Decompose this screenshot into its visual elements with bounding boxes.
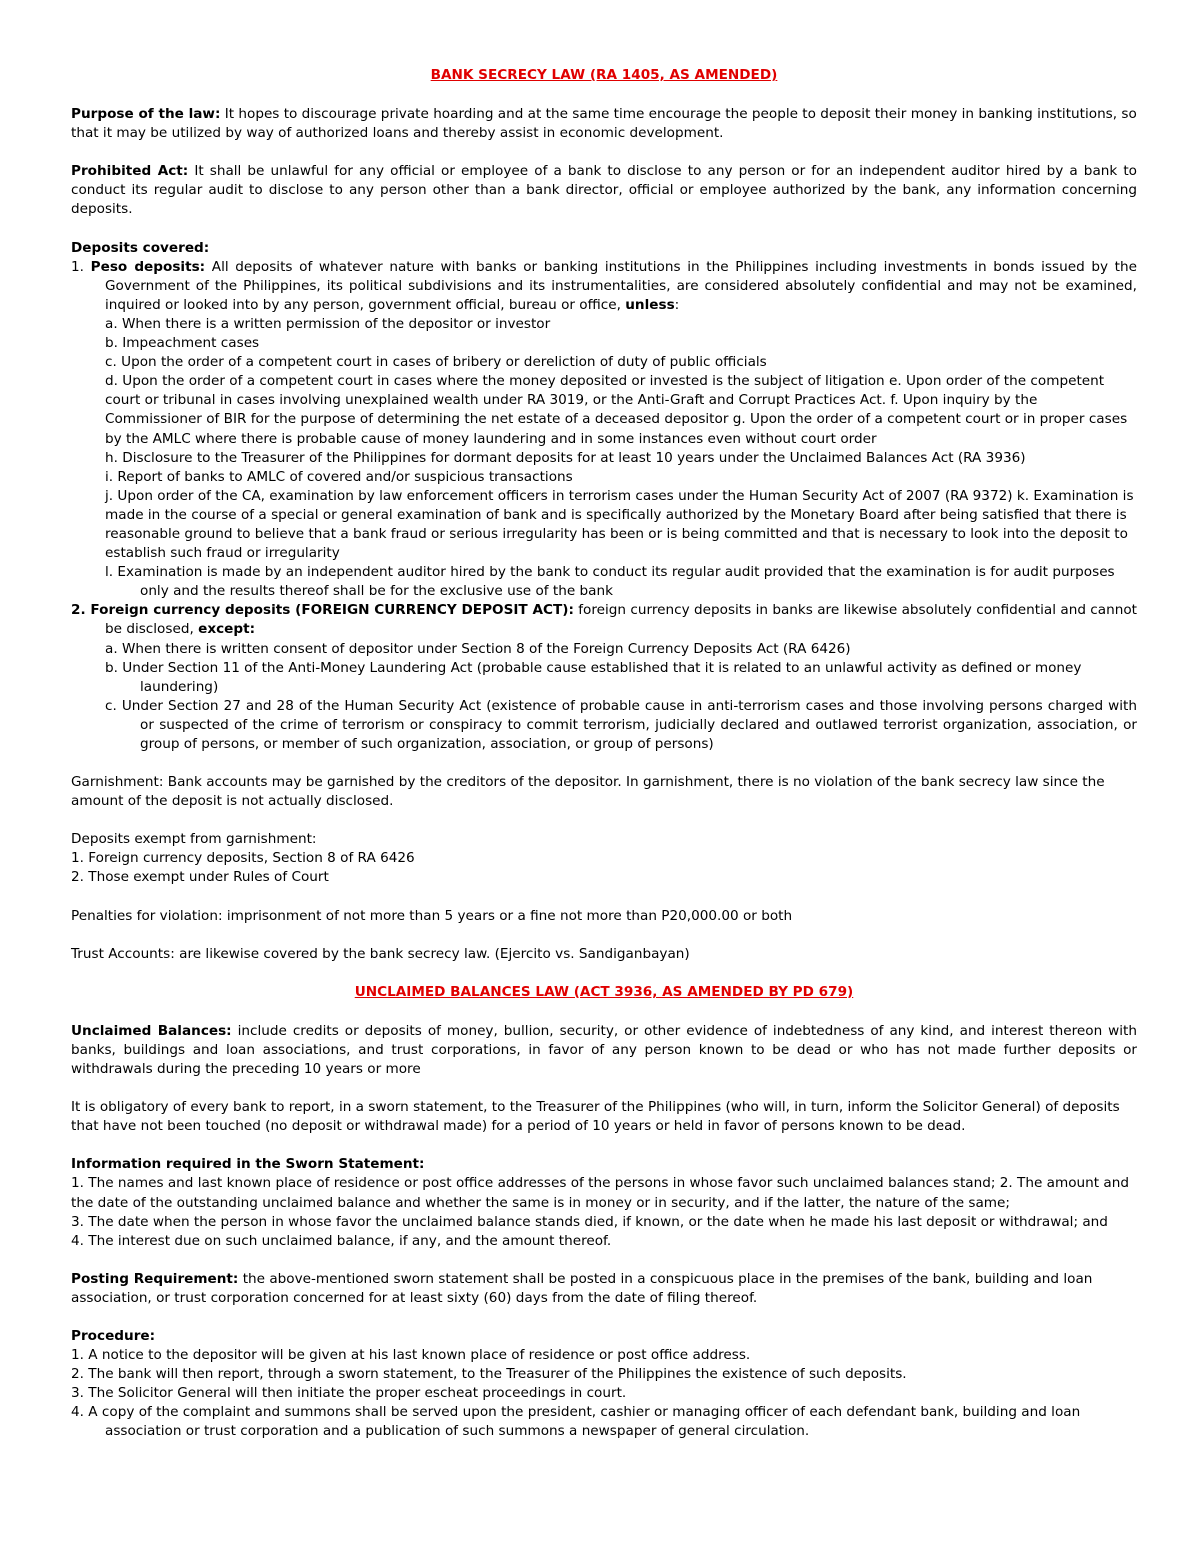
peso-exception-a: a. When there is a written permission of the depositor or investor — [105, 315, 551, 332]
sworn-item-4: 4. The interest due on such unclaimed balance, if any, and the amount thereof. — [71, 1232, 612, 1249]
peso-deposits-number: 1. — [71, 258, 91, 275]
obligatory-paragraph: It is obligatory of every bank to report, in a sworn statement, to the Treasurer of the Philippines (who will, in turn, inform the Solicitor General) of deposits that have not been touched (no deposit or withdrawal made) for a period of 10 years or held in favor of persons known to be dead. — [71, 1099, 1120, 1135]
exempt-item: 2. Those exempt under Rules of Court — [71, 869, 329, 886]
foreign-exception-a: a. When there is written consent of depositor under Section 8 of the Foreign Currency Deposits Act (RA 6426) — [105, 640, 851, 657]
sworn-heading — [71, 1155, 1137, 1174]
prohibited-label: Prohibited Act: — [71, 163, 189, 180]
posting-requirement-paragraph — [71, 1270, 1137, 1308]
sworn-item-3: 3. The date when the person in whose favor the unclaimed balance stands died, if known, or the date when he made his last deposit or withdrawal; and — [71, 1213, 1108, 1230]
deposits-covered-section — [71, 239, 1137, 755]
purpose-label: Purpose of the law: — [71, 106, 221, 123]
peso-deposits-label: Peso deposits: — [90, 258, 206, 275]
sworn-statement-section — [71, 1155, 1137, 1250]
title-unclaimed-balances-law: UNCLAIMED BALANCES LAW (ACT 3936, AS AMENDED BY PD 679) — [354, 983, 854, 1000]
exempt-item: 1. Foreign currency deposits, Section 8 of RA 6426 — [71, 850, 415, 867]
foreign-currency-deposits-item — [71, 601, 1137, 639]
unclaimed-text: include credits or deposits of money, bullion, security, or other evidence of indebtedness of any kind, and interest thereon with banks, buildings and loan associations, and trust corporations, in favor of any person known to be dead or who has not made further deposits or withdrawals during the preceding 10 years or more — [71, 1022, 1137, 1078]
unclaimed-label: Unclaimed Balances: — [71, 1022, 232, 1039]
foreign-exception-c: c. Under Section 27 and 28 of the Human Security Act (existence of probable cause in anti-terrorism cases and those involving persons charged with or suspected of the crime of terrorism or conspiracy to commit terrorism, judicially declared and outlawed terrorist organization, association, or group of persons, or member of such organization, association, or group of persons) — [105, 697, 1137, 752]
purpose-text: It hopes to discourage private hoarding and at the same time encourage the people to deposit their money in banking institutions, so that it may be utilized by way of authorized loans and thereby assist in economic development. — [71, 106, 1137, 142]
peso-exception-b: b. Impeachment cases — [105, 335, 260, 352]
sworn-item-1-2: 1. The names and last known place of residence or post office addresses of the persons in whose favor such unclaimed balances stand; 2. The amount and the date of the outstanding unclaimed balance and whether the same is in money or in security, and if the latter, the nature of the same; — [71, 1175, 1130, 1211]
posting-label: Posting Requirement: — [71, 1270, 239, 1287]
prohibited-act-paragraph — [71, 162, 1137, 219]
trust-accounts-paragraph: Trust Accounts: are likewise covered by the bank secrecy law. (Ejercito vs. Sandiganbayan) — [71, 945, 690, 962]
peso-deposits-unless: unless — [625, 296, 675, 313]
garnishment-paragraph: Garnishment: Bank accounts may be garnished by the creditors of the depositor. In garnishment, there is no violation of the bank secrecy law since the amount of the deposit is not actually disclosed. — [71, 774, 1105, 810]
foreign-deposits-text: foreign currency deposits in banks are likewise absolutely confidential and cannot be disclosed, — [105, 602, 1137, 638]
peso-exception-c: c. Upon the order of a competent court in cases of bribery or dereliction of duty of public officials — [105, 354, 767, 371]
peso-exception-j-k: j. Upon order of the CA, examination by law enforcement officers in terrorism cases under the Human Security Act of 2007 (RA 9372) k. Examination is made in the course of a special or general examination of bank and is specifically authorized by the Monetary Board after being satisfied that there is reasonable ground to believe that a bank fraud or serious irregularity has been or is being committed and that is necessary to look into the deposit to establish such fraud or irregularity — [105, 487, 1134, 562]
purpose-paragraph — [71, 105, 1137, 143]
document-page — [71, 66, 1137, 1442]
peso-deposits-item — [71, 258, 1137, 315]
procedure-section — [71, 1327, 1137, 1442]
penalties-paragraph: Penalties for violation: imprisonment of not more than 5 years or a fine not more than P20,000.00 or both — [71, 907, 793, 924]
peso-exception-d-g: d. Upon the order of a competent court in cases where the money deposited or invested is the subject of litigation e. Upon order of the competent court or tribunal in cases involving unexplained wealth under RA 3019, or the Anti-Graft and Corrupt Practices Act. f. Upon inquiry by the Commissioner of BIR for the purpose of determining the net estate of a deceased depositor g. Upon the order of a competent court or in proper cases by the AMLC where there is probable cause of money laundering and in some instances even without court order — [105, 373, 1128, 447]
title-bank-secrecy-law: BANK SECRECY LAW (RA 1405, AS AMENDED) — [430, 67, 778, 83]
exempt-heading: Deposits exempt from garnishment: — [71, 831, 317, 848]
procedure-heading-text: Procedure: — [71, 1327, 156, 1344]
foreign-exception-b: b. Under Section 11 of the Anti-Money Laundering Act (probable cause established that it is related to an unlawful activity as defined or money laundering) — [105, 659, 1082, 695]
unclaimed-balances-paragraph — [71, 1022, 1137, 1079]
prohibited-text: It shall be unlawful for any official or employee of a bank to disclose to any person or for an independent auditor hired by a bank to conduct its regular audit to disclose to any person other than a bank director, official or employee authorized by the bank, any information concerning deposits. — [71, 163, 1138, 218]
procedure-item: 1. A notice to the depositor will be given at his last known place of residence or post office address. — [71, 1347, 751, 1364]
posting-text: the above-mentioned sworn statement shall be posted in a conspicuous place in the premises of the bank, building and loan association, or trust corporation concerned for at least sixty (60) days from the date of filing thereof. — [71, 1270, 1093, 1306]
procedure-heading — [71, 1327, 1137, 1346]
peso-exception-h: h. Disclosure to the Treasurer of the Philippines for dormant deposits for at least 10 years under the Unclaimed Balances Act (RA 3936) — [105, 449, 1026, 466]
foreign-deposits-except: except: — [198, 621, 256, 638]
peso-exception-i: i. Report of banks to AMLC of covered and/or suspicious transactions — [105, 468, 573, 485]
peso-exception-l: l. Examination is made by an independent auditor hired by the bank to conduct its regular audit provided that the examination is for audit purposes only and the results thereof shall be for the exclusive use of the bank — [105, 564, 1115, 600]
peso-deposits-text: All deposits of whatever nature with banks or banking institutions in the Philippines including investments in bonds issued by the Government of the Philippines, its political subdivisions and its instrumentalities, are considered absolutely confidential and may not be examined, inquired or looked into by any person, government official, bureau or office, — [105, 258, 1137, 313]
exempt-section — [71, 830, 1137, 887]
procedure-item: 3. The Solicitor General will then initiate the proper escheat proceedings in court. — [71, 1385, 627, 1402]
procedure-item: 2. The bank will then report, through a sworn statement, to the Treasurer of the Philippines the existence of such deposits. — [71, 1366, 907, 1383]
deposits-covered-heading-text: Deposits covered: — [71, 239, 210, 256]
peso-deposits-colon: : — [674, 296, 680, 313]
procedure-item: 4. A copy of the complaint and summons shall be served upon the president, cashier or managing officer of each defendant bank, building and loan association or trust corporation and a publication of such summons a newspaper of general circulation. — [71, 1404, 1081, 1440]
sworn-heading-text: Information required in the Sworn Statement: — [71, 1156, 425, 1173]
foreign-deposits-label: 2. Foreign currency deposits (FOREIGN CURRENCY DEPOSIT ACT): — [71, 602, 574, 619]
deposits-covered-heading — [71, 239, 1137, 258]
